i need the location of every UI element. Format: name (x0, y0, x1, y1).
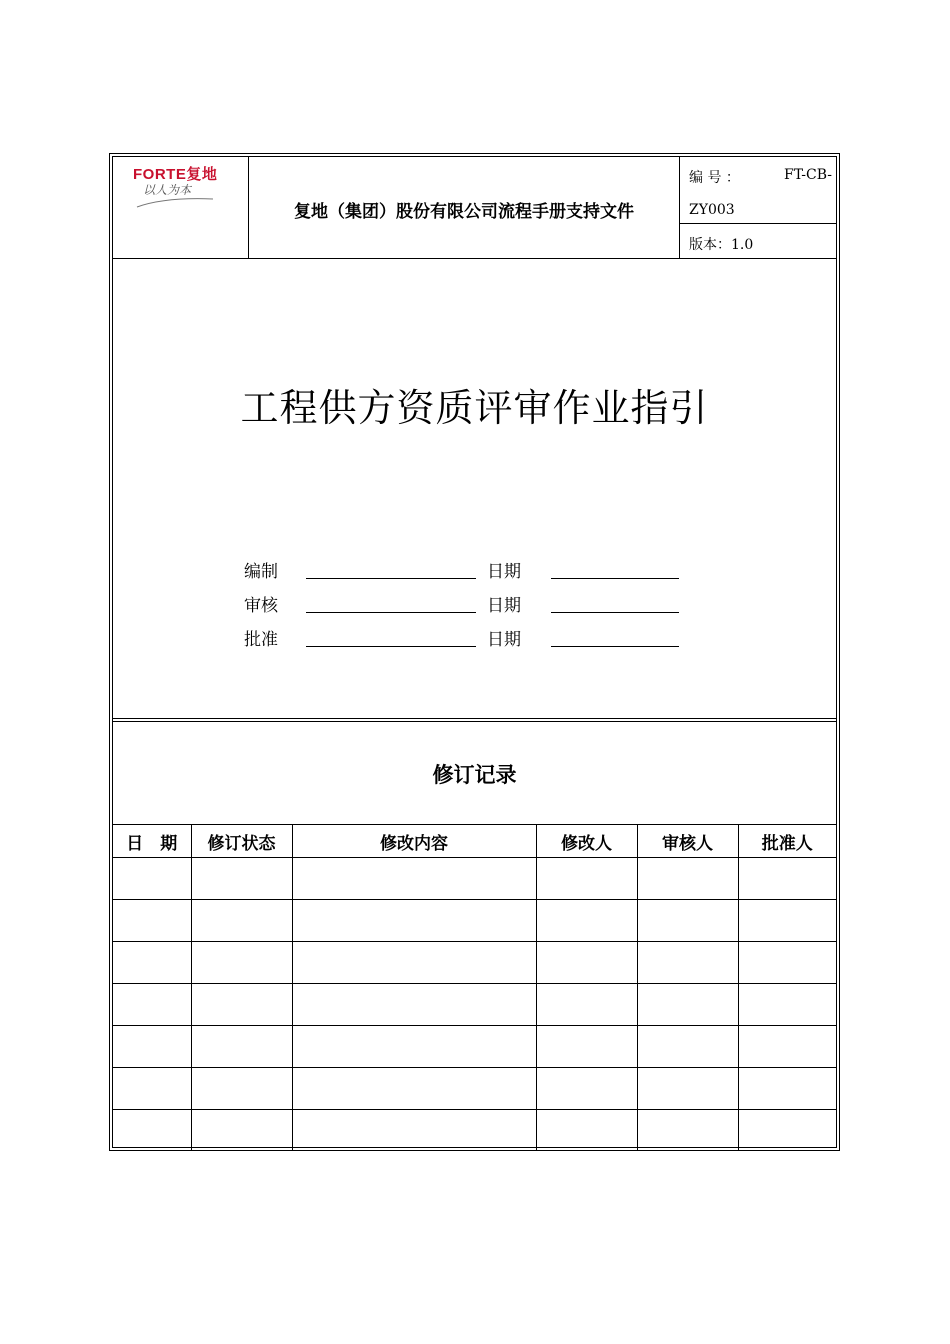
table-cell[interactable] (113, 1068, 191, 1110)
date-line[interactable] (551, 578, 679, 579)
doc-code-cell (680, 157, 836, 224)
doc-code-value-2: ZY003 (689, 202, 735, 218)
table-cell[interactable] (536, 900, 637, 942)
header-divider (113, 258, 836, 259)
table-cell[interactable] (738, 1110, 836, 1152)
table-cell[interactable] (191, 984, 292, 1026)
document-frame (109, 153, 840, 1151)
table-cell[interactable] (536, 1026, 637, 1068)
date-label: 日期 (487, 562, 521, 582)
table-cell[interactable] (536, 858, 637, 900)
table-cell[interactable] (113, 984, 191, 1026)
logo-swoosh-icon (135, 187, 215, 211)
col-change-content: 修改内容 (292, 825, 536, 858)
signature-label: 审核 (244, 596, 278, 616)
logo-cell (113, 157, 249, 258)
table-cell[interactable] (637, 942, 738, 984)
table-cell[interactable] (637, 900, 738, 942)
revision-table-header (113, 825, 836, 858)
table-cell[interactable] (738, 1026, 836, 1068)
table-row (113, 1110, 836, 1152)
table-cell[interactable] (292, 1068, 536, 1110)
table-cell[interactable] (191, 1110, 292, 1152)
logo-slogan: 以人为本 (143, 183, 192, 197)
table-cell[interactable] (738, 1068, 836, 1110)
table-cell[interactable] (637, 1026, 738, 1068)
table-cell[interactable] (738, 942, 836, 984)
date-line[interactable] (551, 646, 679, 647)
table-cell[interactable] (191, 942, 292, 984)
document-inner-frame (112, 156, 837, 1148)
table-cell[interactable] (637, 1110, 738, 1152)
table-cell[interactable] (113, 1026, 191, 1068)
col-reviewer: 审核人 (637, 825, 738, 858)
table-cell[interactable] (292, 942, 536, 984)
table-row (113, 858, 836, 900)
table-cell[interactable] (738, 900, 836, 942)
table-row (113, 984, 836, 1026)
date-label: 日期 (487, 630, 521, 650)
table-cell[interactable] (113, 858, 191, 900)
signature-line[interactable] (306, 612, 476, 613)
signature-label: 编制 (244, 562, 278, 582)
revision-record-title: 修订记录 (432, 763, 517, 787)
table-cell[interactable] (292, 1026, 536, 1068)
signature-line[interactable] (306, 578, 476, 579)
table-cell[interactable] (113, 900, 191, 942)
revision-table (113, 824, 836, 1151)
table-cell[interactable] (637, 984, 738, 1026)
version-cell: 版本：1.0 (689, 237, 754, 253)
date-line[interactable] (551, 612, 679, 613)
col-revision-status: 修订状态 (191, 825, 292, 858)
table-cell[interactable] (191, 1026, 292, 1068)
table-cell[interactable] (292, 1110, 536, 1152)
table-cell[interactable] (292, 984, 536, 1026)
table-cell[interactable] (191, 900, 292, 942)
signature-label: 批准 (244, 630, 278, 650)
header-doc-title: 复地（集团）股份有限公司流程手册支持文件 (249, 157, 680, 258)
document-title: 工程供方资质评审作业指引 (240, 386, 709, 430)
table-cell[interactable] (637, 858, 738, 900)
table-cell[interactable] (191, 858, 292, 900)
table-cell[interactable] (738, 984, 836, 1026)
table-cell[interactable] (292, 858, 536, 900)
table-cell[interactable] (738, 858, 836, 900)
section-double-divider (113, 718, 836, 722)
signature-line[interactable] (306, 646, 476, 647)
table-cell[interactable] (536, 1068, 637, 1110)
table-cell[interactable] (113, 942, 191, 984)
doc-code-label: 编 号 ： (689, 170, 740, 186)
table-cell[interactable] (536, 1110, 637, 1152)
doc-code-value-1: FT-CB- (784, 167, 832, 183)
col-approver: 批准人 (738, 825, 836, 858)
table-row (113, 942, 836, 984)
table-row (113, 900, 836, 942)
table-cell[interactable] (637, 1068, 738, 1110)
table-cell[interactable] (191, 1068, 292, 1110)
company-logo: FORTE复地 (133, 166, 218, 183)
table-cell[interactable] (113, 1110, 191, 1152)
col-modifier: 修改人 (536, 825, 637, 858)
table-cell[interactable] (536, 942, 637, 984)
date-label: 日期 (487, 596, 521, 616)
col-date: 日 期 (113, 825, 191, 858)
table-row (113, 1026, 836, 1068)
table-cell[interactable] (536, 984, 637, 1026)
table-row (113, 1068, 836, 1110)
table-cell[interactable] (292, 900, 536, 942)
